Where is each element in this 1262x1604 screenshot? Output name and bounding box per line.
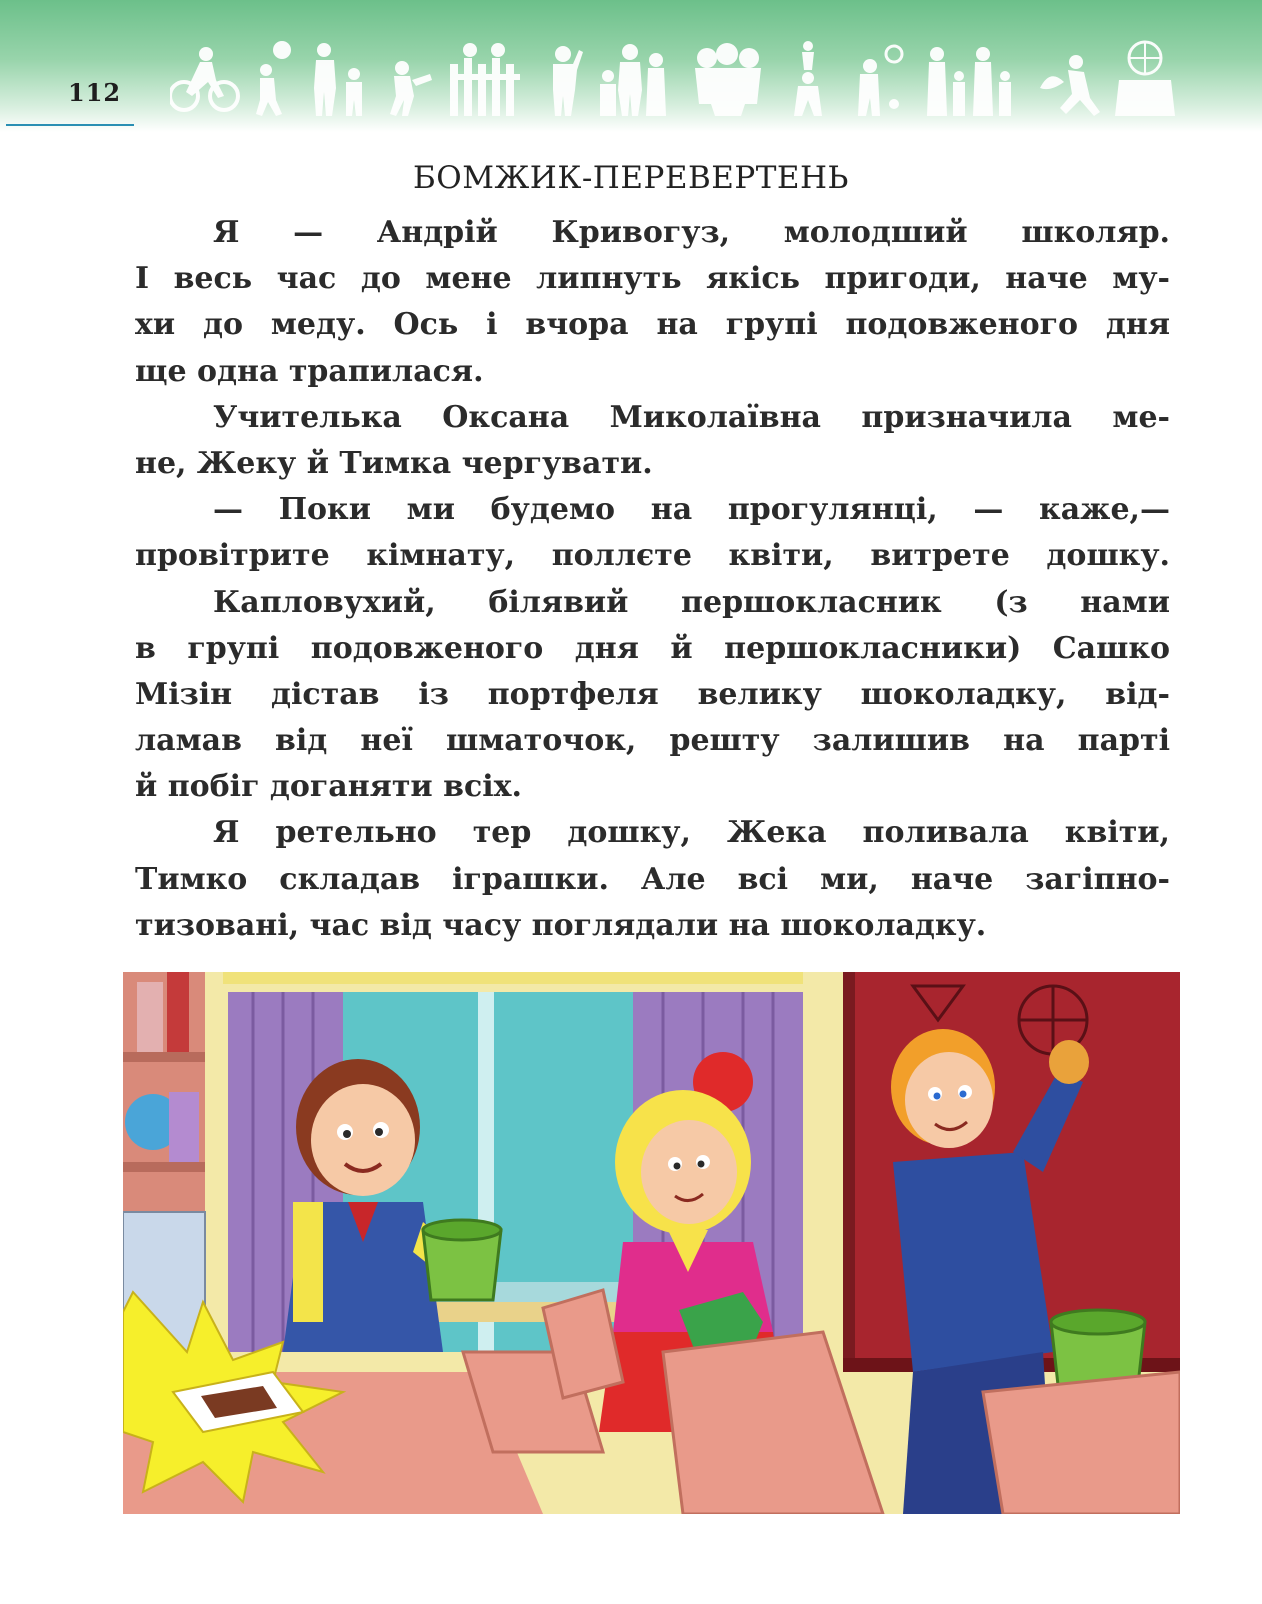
text-line: тизовані, час від часу поглядали на шоколадку. [135,907,987,943]
page-number-rule [6,124,134,126]
child-with-balloon-icon [256,41,291,116]
text-line: Тимко складав іграшки. Але всі ми, наче загіпно- [135,861,1170,897]
text-line: Я — Андрій Кривогуз, молодший школяр. [213,215,1170,250]
story-title: БОМЖИК-ПЕРЕВЕРТЕНЬ [413,160,849,196]
globe-people-icon [1115,42,1175,116]
text-line: Я ретельно тер дошку, Жека поливала квіти, [213,815,1170,851]
bucket-left [423,1220,501,1300]
planting-tree-icon [1040,55,1100,116]
text-line: І весь час до мене липнуть якісь пригоди, наче му- [135,261,1170,297]
text-line: провітрите кімнату, поллєте квіти, витрете дошку. [135,538,1170,574]
parent-with-child-icon [314,43,362,116]
text-line: Учителька Оксана Миколаївна призначила ме- [213,399,1170,435]
cyclist-icon [170,47,238,110]
text-line: — Поки ми будемо на прогулянці, — каже,— [213,492,1170,528]
story-text [135,210,1170,949]
books [167,972,189,1052]
text-line: в групі подовженого дня й першокласники) Сашко [135,630,1170,666]
family-icon [600,44,666,116]
family-walk-icon [927,47,1011,116]
text-line: Капловухий, білявий першокласник (з нами [213,584,1170,620]
waving-child-icon [553,46,583,116]
page-number: 112 [68,78,122,107]
classroom-illustration [123,972,1180,1514]
text-line: ще одна трапилася. [135,353,484,389]
acrobats-icon [794,41,822,116]
text-line: ламав від неї шматочок, решту залишив на парті [135,723,1170,759]
crowd-icon [695,43,761,116]
text-line: не, Жеку й Тимка чергувати. [135,445,653,481]
header-silhouettes [170,40,1180,116]
text-line: й побіг доганяти всіх. [135,769,522,805]
text-line: хи до меду. Ось і вчора на групі подовженого дня [135,307,1170,343]
gardener-icon [858,46,902,116]
children-fence-icon [450,43,520,116]
text-line: Мізін дістав із портфеля велику шоколадку, від- [135,676,1170,712]
child-watering-icon [390,61,432,116]
